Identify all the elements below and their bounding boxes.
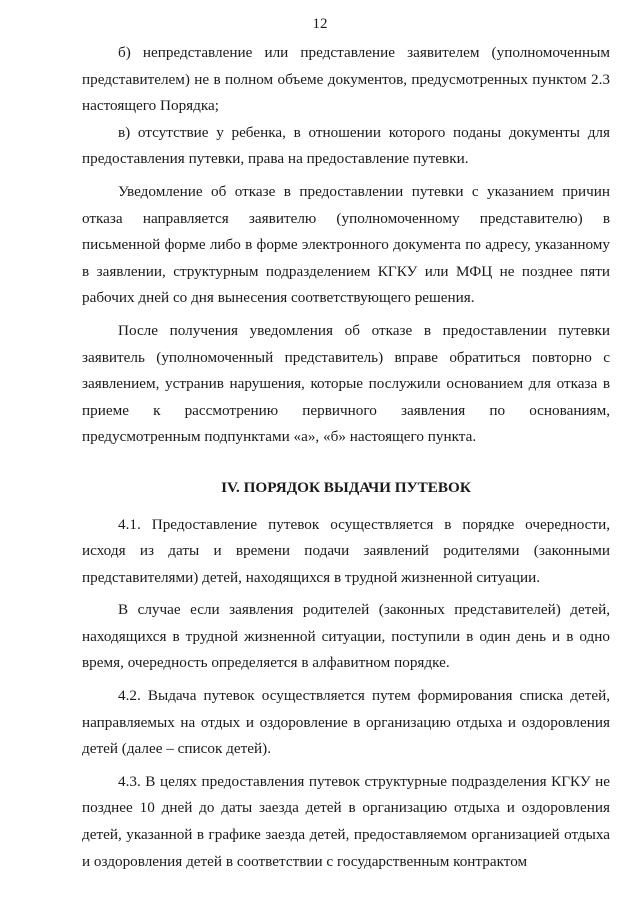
paragraph-4-1: 4.1. Предоставление путевок осуществляется в порядке очередности, исходя из даты и времени подачи заявлений родителями (законными представителями) детей, находящихся в трудной жизненной ситуации.	[82, 515, 610, 586]
paragraph-item-b: б) непредставление или представление заявителем (уполномоченным представителем) не в полном объеме документов, предусмотренных пунктом 2.3 настоящего Порядка;	[82, 44, 610, 115]
page-number: 12	[312, 16, 328, 32]
document-body	[82, 40, 610, 875]
paragraph-item-v: в) отсутствие у ребенка, в отношении которого поданы документы для предоставления путевки, права на предоставление путевки.	[82, 123, 610, 168]
paragraph-alphabetical-order: В случае если заявления родителей (законных представителей) детей, находящихся в трудной жизненной ситуации, поступили в один день и в одно время, очередность определяется в алфавитном порядке.	[82, 601, 610, 672]
section-heading: IV. ПОРЯДОК ВЫДАЧИ ПУТЕВОК	[221, 478, 471, 496]
paragraph-4-2: 4.2. Выдача путевок осуществляется путем формирования списка детей, направляемых на отдых и оздоровление в организацию отдыха и оздоровления детей (далее – список детей).	[82, 687, 610, 758]
paragraph-4-3: 4.3. В целях предоставления путевок структурные подразделения КГКУ не позднее 10 дней до даты заезда детей в организацию отдыха и оздоровления детей, указанной в графике заезда детей, предоставляемом организацией отдыха и оздоровления детей в соответствии с государственным контрактом	[82, 772, 610, 870]
paragraph-repeat-application: После получения уведомления об отказе в предоставлении путевки заявитель (уполномоченный представитель) вправе обратиться повторно с заявлением, устранив нарушения, которые послужили основанием для отказа в приеме к рассмотрению первичного заявления по основаниям, предусмотренным подпунктами «а», «б» настоящего пункта.	[82, 321, 610, 446]
paragraph-refusal-notice: Уведомление об отказе в предоставлении путевки с указанием причин отказа направляется заявителю (уполномоченному представителю) в письменной форме либо в форме электронного документа по адресу, указанному в заявлении, структурным подразделением КГКУ или МФЦ не позднее пяти рабочих дней со дня вынесения соответствующего решения.	[82, 182, 610, 307]
